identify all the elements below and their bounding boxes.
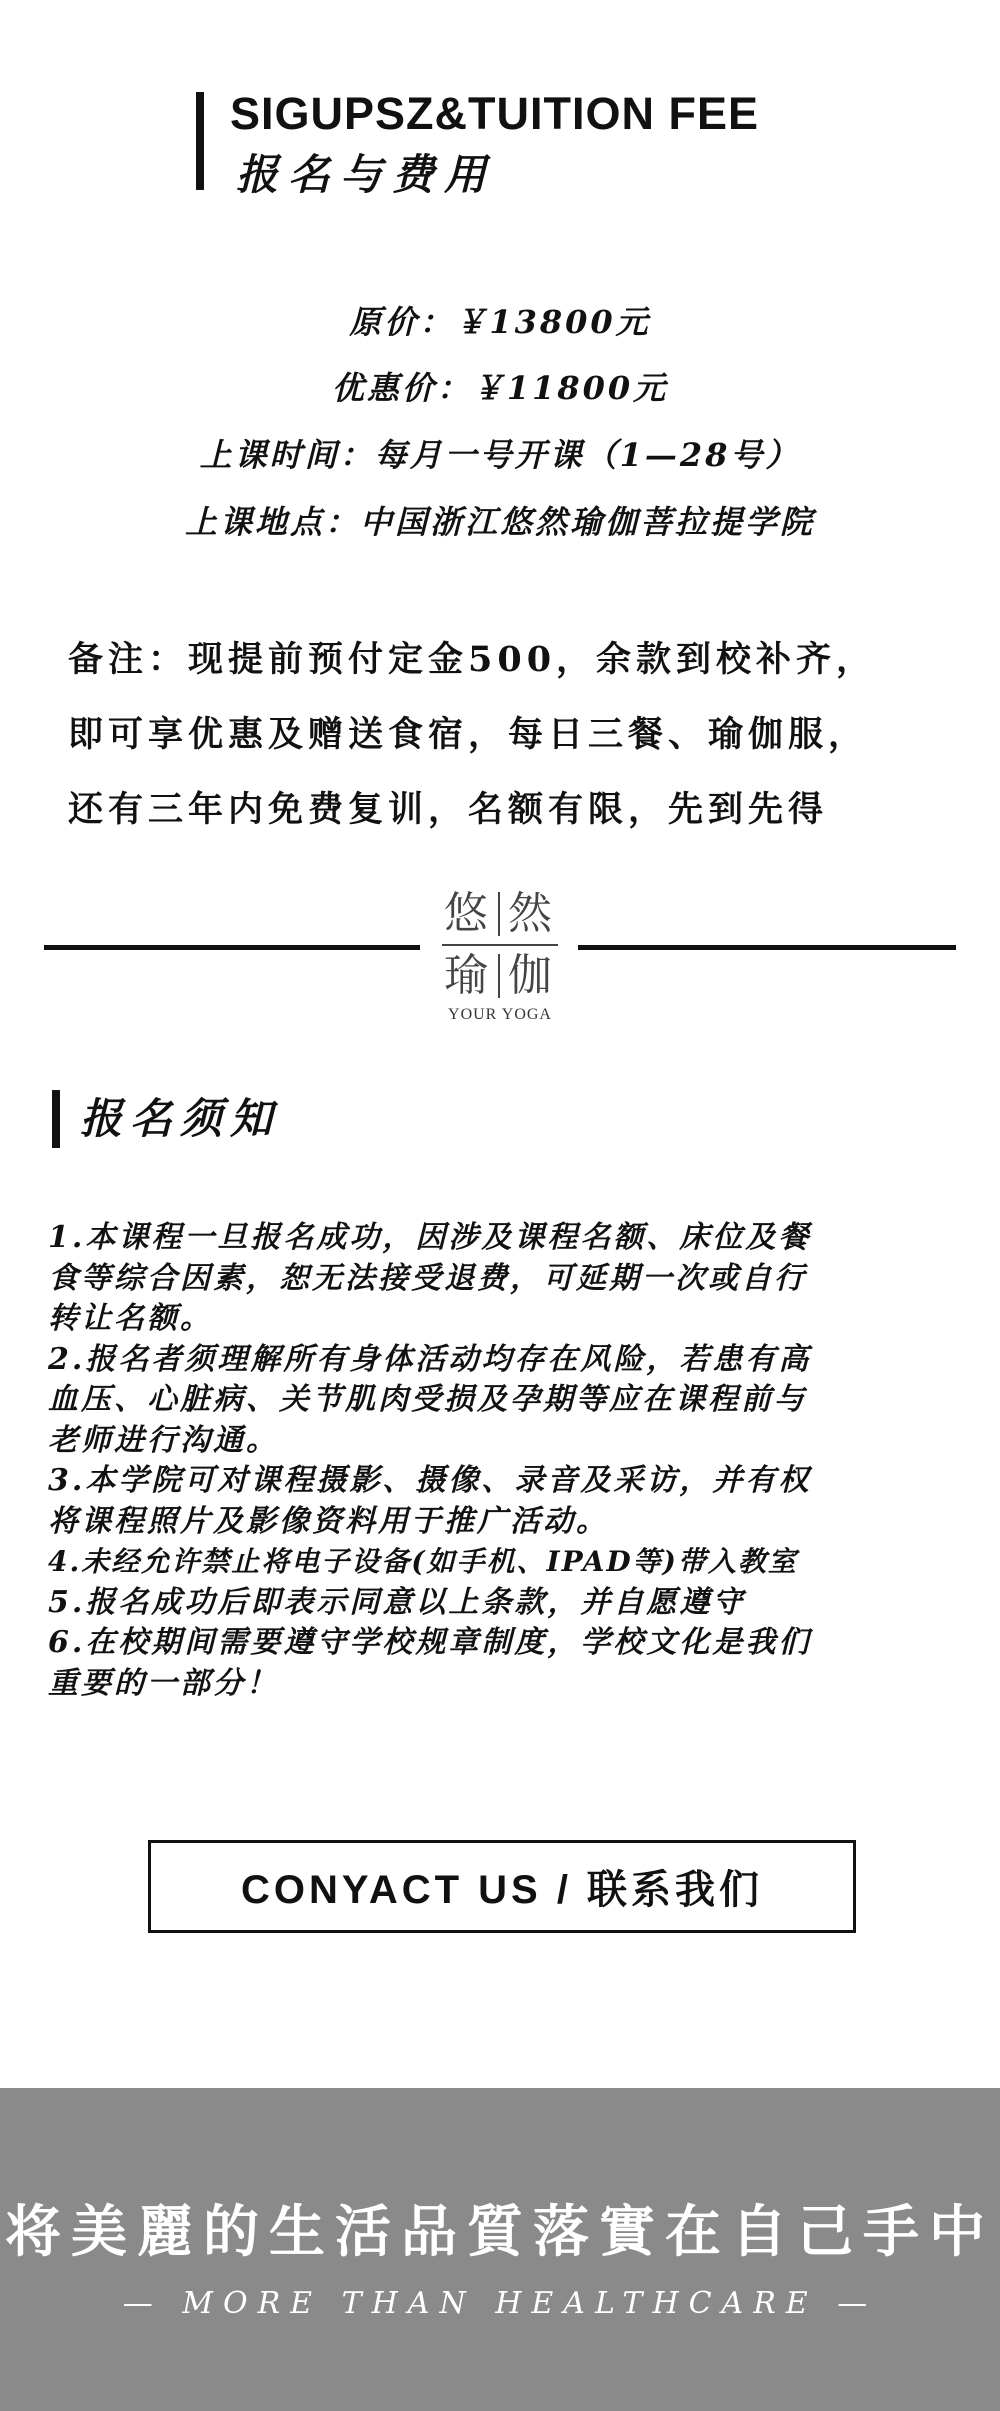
logo-char: 悠 <box>444 888 488 939</box>
section-header-bar <box>196 92 204 190</box>
divider-line-left <box>44 945 420 950</box>
logo-separator <box>498 954 500 998</box>
footer-slogan: 将美麗的生活品質落實在自己手中 <box>5 2199 995 2265</box>
logo-char: 然 <box>508 888 552 939</box>
rule-line: 1.本课程一旦报名成功，因涉及课程名额、床位及餐 <box>48 1220 812 1255</box>
rule-line: 5.报名成功后即表示同意以上条款，并自愿遵守 <box>48 1584 746 1620</box>
logo-char: 伽 <box>508 950 552 1001</box>
class-location: 上课地点：中国浙江悠然瑜伽菩拉提学院 <box>184 503 815 541</box>
discount-price: 优惠价：￥11800元 <box>331 369 669 407</box>
notice-rules <box>48 1218 978 1704</box>
notice-title: 报名须知 <box>80 1094 281 1143</box>
contact-us-button[interactable] <box>148 1840 856 1933</box>
contact-us-label: CONYACT US / 联系我们 <box>240 1868 764 1912</box>
rule-line: 食等综合因素，恕无法接受退费，可延期一次或自行 <box>48 1260 807 1296</box>
footer-banner <box>0 2088 1000 2411</box>
footer-subtitle: — MORE THAN HEALTHCARE — <box>122 2286 878 2321</box>
divider-line-right <box>578 945 956 950</box>
logo-char: 瑜 <box>444 950 488 1001</box>
logo-separator <box>442 944 558 946</box>
section-title-zh: 报名与费用 <box>236 150 497 199</box>
note-line: 备注：现提前预付定金500，余款到校补齐， <box>68 639 877 680</box>
rule-line: 转让名额。 <box>48 1301 213 1336</box>
logo-tagline: YOUR YOGA <box>448 1006 552 1023</box>
rule-line: 血压、心脏病、关节肌肉受损及孕期等应在课程前与 <box>48 1382 807 1417</box>
rule-line: 6.在校期间需要遵守学校规章制度，学校文化是我们 <box>48 1625 812 1660</box>
original-price: 原价：￥13800元 <box>349 303 651 341</box>
rule-line: 2.报名者须理解所有身体活动均存在风险，若患有高 <box>48 1341 812 1377</box>
rule-line: 4.未经允许禁止将电子设备(如手机、IPAD等)带入教室 <box>48 1545 798 1578</box>
your-yoga-logo <box>436 888 564 1028</box>
class-time: 上课时间：每月一号开课（1—28号） <box>199 436 801 474</box>
section-header-bar <box>52 1090 60 1148</box>
rule-line: 重要的一部分！ <box>48 1665 279 1701</box>
note-line: 还有三年内免费复训，名额有限，先到先得 <box>68 789 829 830</box>
section-title-en: SIGUPSZ&TUITION FEE <box>230 88 760 139</box>
rule-line: 3.本学院可对课程摄影、摄像、录音及采访，并有权 <box>48 1463 812 1498</box>
rule-line: 将课程照片及影像资料用于推广活动。 <box>48 1503 609 1539</box>
note-line: 即可享优惠及赠送食宿，每日三餐、瑜伽服， <box>68 714 869 755</box>
logo-separator <box>498 892 500 936</box>
rule-line: 老师进行沟通。 <box>48 1422 279 1458</box>
